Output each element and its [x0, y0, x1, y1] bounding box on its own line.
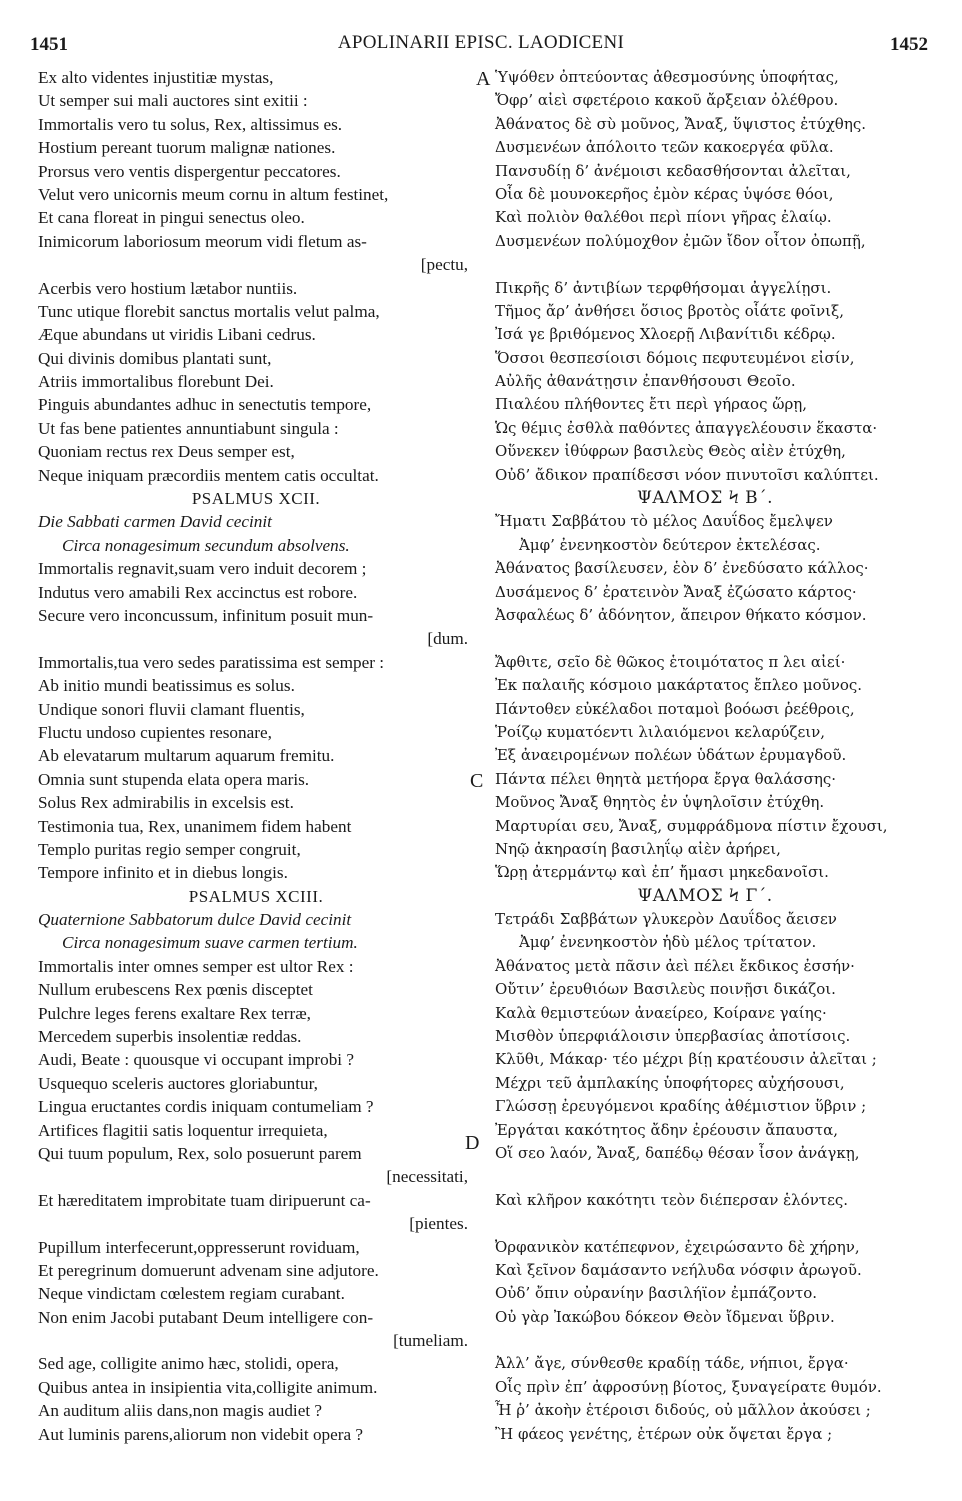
latin-line: Tempore infinito et in diebus longis.: [38, 863, 288, 883]
greek-line: Ὅσσοι θεσπεσίοισι δόμοις πεφυτευμένοι εἰσίν,: [495, 348, 855, 367]
latin-line: Velut vero unicornis meum cornu in altum festinet,: [38, 184, 389, 204]
latin-heading: PSALMUS XCIII.: [188, 886, 324, 906]
latin-heading: PSALMUS XCII.: [191, 489, 321, 509]
greek-line: Πιαλέου πλήθοντες ἔτι περὶ γήραος ὥρῃ,: [495, 395, 808, 414]
latin-line: Atriis immortalibus florebunt Dei.: [38, 372, 274, 392]
latin-line: [tumeliam.: [393, 1331, 468, 1351]
greek-line: [495, 1329, 915, 1352]
latin-line: Fluctu undoso cupientes resonare,: [38, 722, 272, 742]
latin-line: Lingua eructantes cordis iniquam contumeliam ?: [38, 1097, 374, 1117]
greek-line: [495, 253, 915, 276]
latin-line: Ex alto videntes injustitiæ mystas,: [38, 68, 274, 87]
margin-letter-a: A: [476, 68, 491, 90]
greek-line: Καὶ πολιὸν θαλέθοι περὶ πίονι γῆρας ἐλαίῳ.: [495, 208, 832, 227]
greek-line: Πάντα πέλει θηητὰ μετήορα ἔργα θαλάσσης·: [495, 769, 836, 788]
greek-line: Οὐδ’ ὄπιν οὐρανίην βασιλήϊον ἐμπάζοντο.: [495, 1284, 817, 1303]
greek-heading: ΨΑΛΜΟΣ Ϟ Β΄.: [636, 488, 774, 509]
greek-line: [495, 1165, 915, 1188]
greek-line: Ἐργάται κακότητος ἄδην ἐρέουσιν ἄπαυστα,: [495, 1120, 838, 1139]
greek-line: Μαρτυρίαι σευ, Ἄναξ, συμφράδμονα πίστιν ἔχουσι,: [495, 816, 888, 835]
latin-line: Non enim Jacobi putabant Deum intelligere con-: [38, 1307, 374, 1327]
margin-letter-c: C: [470, 770, 484, 792]
greek-line: Οἵ σεο λαόν, Ἄναξ, δαπέδῳ θέσαν ἶσον ἀνάγκῃ,: [495, 1143, 860, 1162]
running-title: APOLINARII EPISC. LAODICENI: [337, 32, 625, 53]
greek-line: Πανσυδίῃ δ’ ἀνέμοισι κεδασθήσονται ἀλεῖται,: [495, 161, 851, 180]
greek-line: [495, 1212, 915, 1235]
greek-line: Αὐλῆς ἀθανάτῃσιν ἐπανθήσουσι Θεοῖο.: [495, 372, 796, 391]
page-number-left: 1451: [30, 34, 68, 55]
greek-line: Ἐξ ἀναειρομένων πολέων ὑδάτων ἐρυμαγδοῦ.: [495, 746, 847, 765]
greek-line: Οὐ γὰρ Ἰακώβου δόκεον Θεὸν ἴδμεναι ὕβριν.: [495, 1307, 835, 1326]
greek-line: Καὶ ξεῖνον δαμάσαντο νεήλυδα νόσφιν ἀρωγοῦ.: [495, 1260, 862, 1279]
greek-line: Οἷα δὲ μουνοκερῆος ἐμὸν κέρας ὑψόσε θόοι,: [495, 184, 834, 203]
latin-line: Omnia sunt stupenda elata opera maris.: [38, 769, 310, 789]
latin-line: Secure vero inconcussum, infinitum posuit mun-: [38, 605, 374, 625]
page-number-right: 1452: [890, 34, 928, 55]
running-header: [0, 32, 962, 62]
greek-line: Ἤματι Σαββάτου τὸ μέλος Δαυΐδος ἔμελψεν: [495, 512, 833, 531]
greek-line: Οὕνεκεν ἰθύφρων βασιλεὺς Θεὸς αἰὲν ἐτύχθη,: [495, 442, 846, 461]
latin-line: [necessitati,: [386, 1167, 468, 1187]
latin-line: Circa nonagesimum secundum absolvens.: [62, 535, 350, 555]
latin-line: Immortalis regnavit,suam vero induit decorem ;: [38, 559, 367, 579]
latin-line: Undique sonori fluvii clamant fluentis,: [38, 699, 305, 719]
latin-line: Ab elevatarum multarum aquarum fremitu.: [38, 746, 335, 766]
latin-line: [pientes.: [409, 1214, 468, 1234]
latin-line: Immortalis inter omnes semper est ultor Rex :: [38, 956, 354, 976]
latin-line: Æque abundans ut viridis Libani cedrus.: [38, 325, 316, 345]
greek-line: Μέχρι τεῦ ἀμπλακίης ὑποφήτορες αὐχήσουσι,: [495, 1073, 845, 1092]
latin-line: Et hæreditatem improbitate tuam diripuerunt ca-: [38, 1190, 371, 1210]
greek-line: Καλὰ θεμιστεύων ἀναείρεο, Κοίρανε γαίης·: [495, 1003, 827, 1022]
greek-line: Ἄφθιτε, σεῖο δὲ θῶκος ἑτοιμότατος π λει αἰεί·: [495, 652, 846, 671]
greek-line: Δυσμενέων ἀπόλοιτο τεῶν κακοεργέα φῦλα.: [495, 138, 834, 157]
latin-line: Audi, Beate : quousque vi occupant improbi ?: [38, 1050, 354, 1070]
latin-line: Tunc utique florebit sanctus mortalis velut palma,: [38, 301, 380, 321]
latin-line: [pectu,: [420, 255, 468, 275]
latin-line: Quoniam rectus rex Deus semper est,: [38, 442, 295, 462]
latin-line: Ab initio mundi beatissimus es solus.: [38, 676, 295, 696]
greek-line: Δυσμενέων πολύμοχθον ἐμῶν ἴδον οἶτον ὀπωπῇ,: [495, 231, 866, 250]
latin-column: [38, 66, 474, 1446]
latin-line: Inimicorum laboriosum meorum vidi fletum as-: [38, 231, 367, 251]
greek-heading: ΨΑΛΜΟΣ Ϟ Γ΄.: [637, 885, 773, 906]
greek-line: Ἦ ῥ’ ἀκοὴν ἑτέροισι διδούς, οὐ μᾶλλον ἀκούσει ;: [495, 1401, 871, 1420]
latin-line: Pupillum interfecerunt,oppresserunt roviduam,: [38, 1237, 360, 1257]
latin-line: Et peregrinum domuerunt advenam sine adjutore.: [38, 1260, 379, 1280]
latin-line: Nullum erubescens Rex pœnis disceptet: [38, 980, 313, 1000]
latin-line: Testimonia tua, Rex, unanimem fidem habent: [38, 816, 352, 836]
greek-line: Δυσάμενος δ’ ἐρατεινὸν Ἄναξ ἐζώσατο κάρτος·: [495, 582, 857, 601]
greek-line: Κλῦθι, Μάκαρ· τέο μέχρι βίῃ κρατέουσιν ἀλεῖται ;: [495, 1050, 877, 1069]
latin-line: Pinguis abundantes adhuc in senectutis tempore,: [38, 395, 372, 415]
greek-line: Οὐδ’ ἄδικον πραπίδεσσι νόον πινυτοῖσι καλύπτει.: [495, 465, 879, 484]
greek-line: Ἀμφ’ ἐνενηκοστὸν ἡδὺ μέλος τρίτατον.: [519, 933, 817, 952]
latin-line: Immortalis vero tu solus, Rex, altissimus es.: [38, 114, 343, 134]
greek-line: Ὑψόθεν ὀπτεύοντας ἀθεσμοσύνης ὑποφήτας,: [495, 68, 839, 86]
latin-line: Circa nonagesimum suave carmen tertium.: [62, 933, 358, 953]
greek-line: Ἐκ παλαιῆς κόσμοιο μακάρτατος ἔπλεο μοῦνος.: [495, 676, 863, 695]
latin-line: Die Sabbati carmen David cecinit: [38, 512, 272, 532]
latin-line: Mercedem superbis insolentiæ reddas.: [38, 1027, 302, 1047]
latin-line: Hostium pereant tuorum malignæ nationes.: [38, 138, 336, 158]
latin-line: Pulchre leges ferens exaltare Rex terræ,: [38, 1003, 311, 1023]
latin-line: Usquequo sceleris auctores gloriabuntur,: [38, 1073, 318, 1093]
latin-line: An auditum aliis dans,non magis audiet ?: [38, 1401, 323, 1421]
greek-line: Ἀσφαλέως δ’ ἀδόνητον, ἄπειρον θήκατο κόσμον.: [495, 605, 867, 624]
latin-line: [dum.: [427, 629, 468, 649]
greek-line: [495, 627, 915, 650]
greek-line: Ῥοίζῳ κυματόεντι λιλαιόμενοι κελαρύζειν,: [495, 722, 826, 741]
greek-line: Νηῷ ἀκηρασίη βασιληΐῳ αἰὲν ἀρήρει,: [495, 839, 781, 858]
latin-line: Quaternione Sabbatorum dulce David cecinit: [38, 910, 352, 930]
latin-line: Ut semper sui mali auctores sint exitii :: [38, 91, 308, 111]
greek-line: Μοῦνος Ἄναξ θηητὸς ἐν ὑψηλοῖσιν ἐτύχθη.: [495, 793, 825, 812]
latin-line: Indutus vero amabili Rex accinctus est robore.: [38, 582, 358, 602]
greek-line: Ἀθάνατος δὲ σὺ μοῦνος, Ἄναξ, ὕψιστος ἐτύχθης.: [495, 114, 866, 133]
greek-line: Ἀμφ’ ἐνενηκοστὸν δεύτερον ἐκτελέσας.: [519, 535, 821, 554]
greek-line: Πικρῆς δ’ ἀντιβίων τερφθήσομαι ἀγγελίῃσι.: [495, 278, 832, 297]
latin-line: Prorsus vero ventis dispergentur peccatores.: [38, 161, 341, 181]
latin-line: Aut luminis parens,aliorum non videbit opera ?: [38, 1424, 364, 1444]
greek-line: Τετράδι Σαββάτων γλυκερὸν Δαυΐδος ἄεισεν: [495, 910, 837, 929]
greek-line: Ὄφρ’ αἰεὶ σφετέροιο κακοῦ ἄρξειαν ὀλέθρου.: [495, 91, 839, 110]
greek-line: Οὔτιν’ ἐρευθιόων Βασιλεὺς ποινῇσι δικάζοι.: [495, 980, 836, 999]
greek-line: Ἀλλ’ ἄγε, σύνθεσθε κραδίῃ τάδε, νήπιοι, ἔργα·: [495, 1354, 849, 1373]
greek-line: Ὡς θέμις ἐσθλὰ παθόντες ἀπαγγελέουσιν ἕκαστα·: [495, 418, 878, 437]
latin-line: Qui divinis domibus plantati sunt,: [38, 348, 272, 368]
margin-letter-d: D: [465, 1132, 480, 1154]
latin-line: Artifices flagitii satis loquentur irrequieta,: [38, 1120, 328, 1140]
greek-line: Ὥρῃ ἀτερμάντῳ καὶ ἐπ’ ἤμασι μηκεδανοῖσι.: [495, 863, 829, 882]
latin-line: Quibus antea in insipientia vita,colligite animum.: [38, 1377, 378, 1397]
greek-line: Οἷς πρὶν ἐπ’ ἀφροσύνῃ βίοτος, ξυναγείρατε θυμόν.: [495, 1377, 882, 1396]
latin-line: Neque vindictam cœlestem regiam curabant.: [38, 1284, 345, 1304]
latin-line: Acerbis vero hostium lætabor nuntiis.: [38, 278, 298, 298]
greek-line: Ἰσά γε βριθόμενος Χλοερῇ Λιβανίτιδι κέδρῳ.: [495, 325, 836, 344]
latin-line: Neque iniquam præcordiis mentem catis occultat.: [38, 465, 379, 485]
greek-line: Ἀθάνατος μετὰ πᾶσιν ἀεὶ πέλει ἔκδικος ἐσσήν·: [495, 956, 855, 975]
greek-line: Καὶ κλῆρον κακότητι τεὸν διέπερσαν ἑλόντες.: [495, 1190, 849, 1209]
latin-line: Ut fas bene patientes annuntiabunt singula :: [38, 418, 339, 438]
greek-line: Γλώσσῃ ἐρευγόμενοι κραδίης ἀθέμιστιον ὕβριν ;: [495, 1097, 867, 1116]
greek-line: Ἀθάνατος βασίλευσεν, ἑὸν δ’ ἐνεδύσατο κάλλος·: [495, 559, 869, 578]
latin-line: Immortalis,tua vero sedes paratissima est semper :: [38, 652, 385, 672]
greek-line: Πάντοθεν εὐκέλαδοι ποταμοὶ βοόωσι ῥεέθροις,: [495, 699, 855, 718]
greek-line: Μισθὸν ὑπερφιάλοισιν ὑπερβασίας ἀποτίσοις.: [495, 1027, 851, 1046]
latin-line: Et cana floreat in pingui senectus oleo.: [38, 208, 305, 228]
greek-line: Τῆμος ἄρ’ ἀνθήσει ὅσιος βροτὸς οἷάτε φοῖνιξ,: [495, 301, 845, 320]
greek-column: [495, 66, 915, 1446]
latin-line: Solus Rex admirabilis in excelsis est.: [38, 793, 294, 813]
latin-line: Sed age, colligite animo hæc, stolidi, opera,: [38, 1354, 339, 1374]
greek-line: Ἢ φάεος γενέτης, ἑτέρων οὐκ ὄψεται ἔργα ;: [495, 1424, 833, 1443]
latin-line: Qui tuum populum, Rex, solo posuerunt parem: [38, 1143, 362, 1163]
greek-line: Ὀρφανικὸν κατέπεφνον, ἐχειρώσαντο δὲ χήρην,: [495, 1237, 860, 1256]
latin-line: Templo puritas regio semper congruit,: [38, 839, 301, 859]
